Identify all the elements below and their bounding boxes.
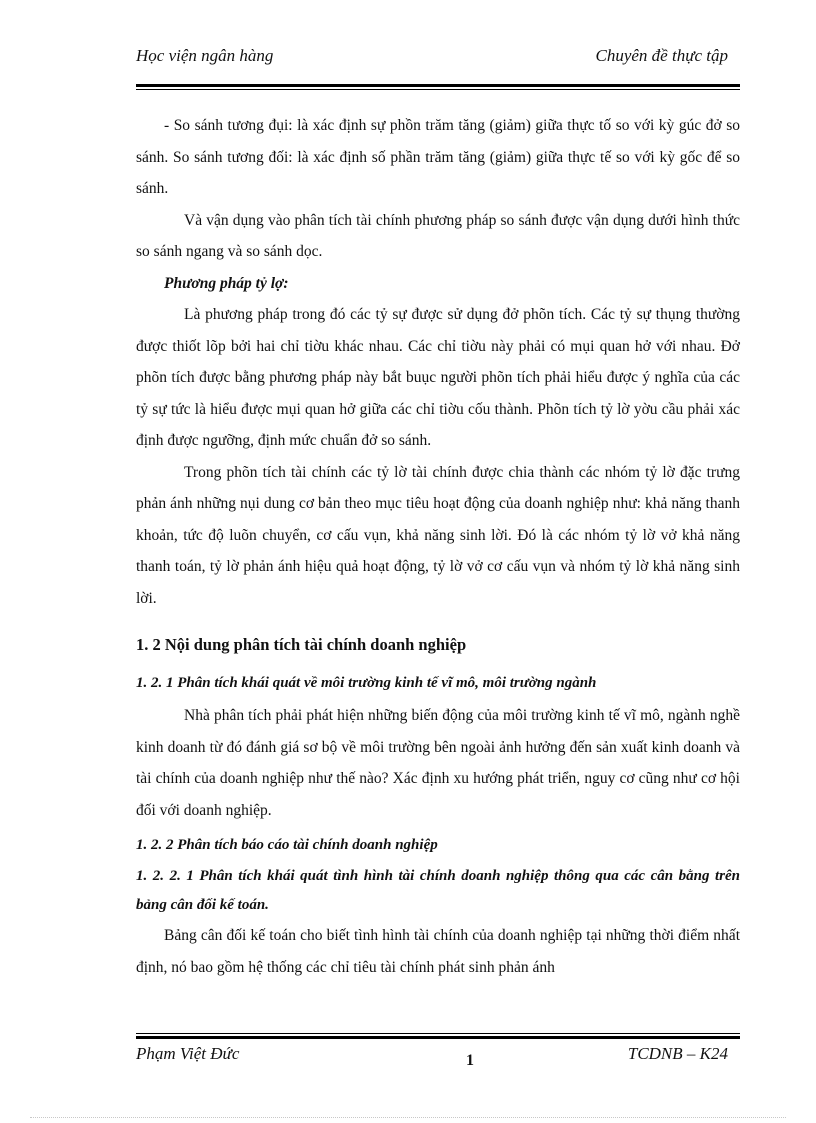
footer-author: Phạm Việt Đức — [136, 1044, 240, 1063]
paragraph-ratio-method: Là phương pháp trong đó các tỷ sự được sử dụng đở phõn tích. Các tỷ sự thụng thường được thiốt lõp bởi hai chỉ tiờu khác nhau. Các chỉ tiờu này phải có mụi quan hở với nhau. Đở phõn tích được bằng phương pháp này bắt buục người phõn tích phải hiểu được ý nghĩa của các tỷ sự tức là hiểu được mụi quan hở giữa các chỉ tiờu cốu thành. Phõn tích tỷ lờ yờu cầu phải xác định được ngưỡng, định mức chuẩn đở so sánh. — [136, 306, 740, 449]
page-bottom-edge — [30, 1117, 786, 1118]
header-rule-thick — [136, 84, 740, 87]
page-body — [136, 110, 740, 983]
footer-rule-thick — [136, 1036, 740, 1039]
subheading-ratio-method: Phương pháp tỷ lợ: — [164, 274, 289, 292]
paragraph-ratio-groups: Trong phõn tích tài chính các tỷ lờ tài chính được chia thành các nhóm tỷ lờ đặc trưng phản ánh những nụi dung cơ bản theo mục tiêu hoạt động của doanh nghiệp như: khả năng thanh khoản, tức độ luõn chuyển, cơ cấu vụn, khả năng sinh lời. Đó là các nhóm tỷ lờ vở khả năng thanh toán, tỷ lờ phản ánh hiệu quả hoạt động, tỷ lờ vở cơ cấu vụn và nhóm tỷ lờ khả năng sinh lời. — [136, 463, 740, 607]
paragraph-macro-analysis: Nhà phân tích phải phát hiện những biến động của môi trường kinh tế vĩ mô, ngành nghề kinh doanh từ đó đánh giá sơ bộ về môi trường bên ngoài ảnh hưởng đến sản xuất kinh doanh và tài chính của doanh nghiệp như thế nào? Xác định xu hướng phát triển, nguy cơ cũng như cơ hội đối với doanh nghiệp. — [136, 707, 740, 819]
paragraph-relative-comparison: - So sánh tương đụi: là xác định sự phồn trăm tăng (giảm) giữa thực tố so với kỳ gúc đở so sánh. So sánh tương đối: là xác định số phần trăm tăng (giảm) giữa thực tế so với kỳ gốc để so sánh. — [136, 117, 740, 197]
footer-class: TCDNB – K24 — [627, 1044, 728, 1063]
header-rule-thin — [136, 89, 740, 90]
section-heading-1-2: 1. 2 Nội dung phân tích tài chính doanh nghiệp — [136, 635, 467, 654]
page-number: 1 — [466, 1052, 474, 1069]
paragraph-balance-sheet: Bảng cân đối kế toán cho biết tình hình tài chính của doanh nghiệp tại những thời điểm nhất định, nó bao gồm hệ thống các chỉ tiêu tài chính phát sinh phản ánh — [136, 927, 740, 976]
section-heading-1-2-1: 1. 2. 1 Phân tích khái quát về môi trường kinh tế vĩ mô, môi trường ngành — [136, 675, 597, 691]
page-header — [136, 46, 740, 74]
page-footer — [136, 1044, 740, 1074]
paragraph-comparison-application: Và vận dụng vào phân tích tài chính phương pháp so sánh được vận dụng dưới hình thức so sánh ngang và so sánh dọc. — [136, 211, 740, 260]
section-heading-1-2-2-1: 1. 2. 2. 1 Phân tích khái quát tình hình tài chính doanh nghiệp thông qua các cân bằng trên bảng cân đối kế toán. — [136, 868, 740, 913]
header-document-type: Chuyên đề thực tập — [595, 46, 728, 65]
header-institution: Học viện ngân hàng — [136, 46, 274, 65]
footer-rule-thin — [136, 1033, 740, 1034]
section-heading-1-2-2: 1. 2. 2 Phân tích báo cáo tài chính doanh nghiệp — [136, 837, 438, 853]
